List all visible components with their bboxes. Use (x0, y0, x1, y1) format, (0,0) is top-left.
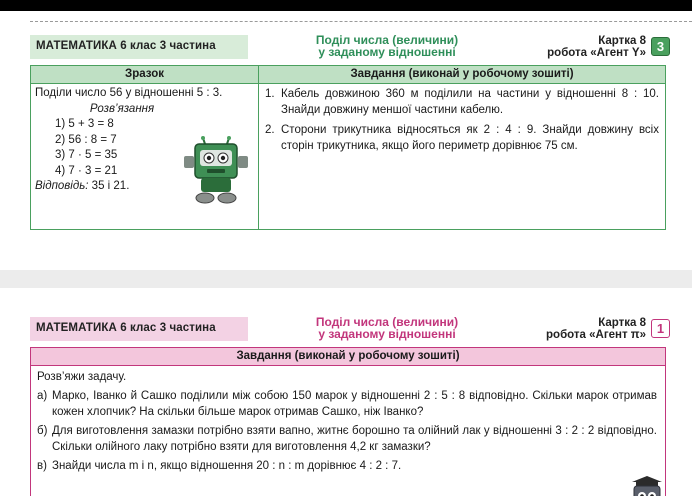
topic-title (312, 34, 462, 58)
robot-agent-y-icon (181, 136, 251, 206)
table-body (31, 366, 665, 474)
tasks-column (259, 84, 665, 229)
topic-line-2: у заданому відношенні (318, 327, 456, 341)
robot-label: робота «Агент Y» (547, 47, 646, 59)
table-body (31, 84, 665, 229)
top-dark-strip (0, 0, 692, 11)
solution-step: 2) 56 : 8 = 7 (55, 133, 117, 146)
solution-title: Розв’язання (89, 102, 155, 115)
task-item (37, 388, 657, 420)
header-tasks: Завдання (виконай у робочому зошиті) (350, 68, 574, 80)
robot-agent-pi-icon (596, 476, 666, 496)
task-text: Кабель довжиною 360 м поділили на частини у відношенні 8 : 10. Знайди довжину меншої частини кабелю. (281, 88, 659, 116)
solution-step: 3) 7 · 5 = 35 (55, 149, 118, 161)
task-number: 2. (265, 124, 275, 136)
task-item (37, 458, 657, 474)
card-agent-y (30, 30, 692, 266)
card-number-badge: 1 (651, 319, 670, 338)
task-table (30, 65, 666, 230)
cut-line (30, 21, 692, 22)
card-label: Картка 8 (598, 317, 646, 329)
answer-value: 35 і 21. (91, 180, 130, 192)
subject-label: МАТЕМАТИКА 6 клас 3 частина (30, 317, 248, 341)
topic-title (312, 316, 462, 340)
card-agent-pi (30, 312, 692, 496)
topic-line-1: Поділ числа (величини) (315, 33, 459, 47)
topic-line-2: у заданому відношенні (318, 45, 456, 59)
table-header (31, 66, 665, 84)
task-text: Марко, Іванко й Сашко поділили між собою 150 марок у відношенні 2 : 5 : 8 відповідно. Скільки марок отримав кожен хлопчик? На скільки більше марок отримав Сашко, ніж Іванко? (52, 390, 657, 418)
task-text: Для виготовлення замазки потрібно взяти вапно, житнє борошно та олійний лак у відношенні 3 : 2 : 2 відповідно. Скільки олійного лаку потрібно взяти для виготовлення 4,2 кг замазки? (52, 425, 657, 453)
task-item (265, 86, 659, 118)
task-number: 1. (265, 88, 275, 100)
solution-step: 1) 5 + 3 = 8 (55, 118, 114, 130)
task-item (37, 423, 657, 455)
topic-line-1: Поділ числа (величини) (315, 315, 459, 329)
card-label: Картка 8 (598, 35, 646, 47)
solution-step: 4) 7 · 3 = 21 (55, 164, 118, 177)
card-info (530, 35, 646, 59)
task-item (265, 122, 659, 154)
task-letter: б) (37, 425, 48, 437)
card-header (30, 30, 692, 62)
table-header: Завдання (виконай у робочому зошиті) (31, 348, 665, 366)
task-letter: а) (37, 390, 48, 402)
task-text: Сторони трикутника відносяться як 2 : 4 : 9. Знайди довжину всіх сторін трикутника, якщо його периметр дорівнює 75 см. (281, 124, 659, 152)
answer-label: Відповідь: (35, 180, 89, 192)
card-info (530, 317, 646, 341)
card-header (30, 312, 692, 344)
task-text: Знайди числа m і n, якщо відношення 20 : n : m дорівнює 4 : 2 : 7. (52, 460, 402, 472)
robot-label: робота «Агент π» (546, 329, 646, 341)
example-prompt: Поділи число 56 у відношенні 5 : 3. (35, 87, 223, 99)
task-table (30, 347, 666, 496)
header-example: Зразок (31, 66, 259, 83)
card-number-badge: 3 (651, 37, 670, 56)
example-column (31, 84, 259, 229)
page-separator (0, 270, 692, 288)
task-intro: Розв’яжи задачу. (37, 371, 127, 383)
task-letter: в) (37, 460, 47, 472)
subject-label: МАТЕМАТИКА 6 клас 3 частина (30, 35, 248, 59)
